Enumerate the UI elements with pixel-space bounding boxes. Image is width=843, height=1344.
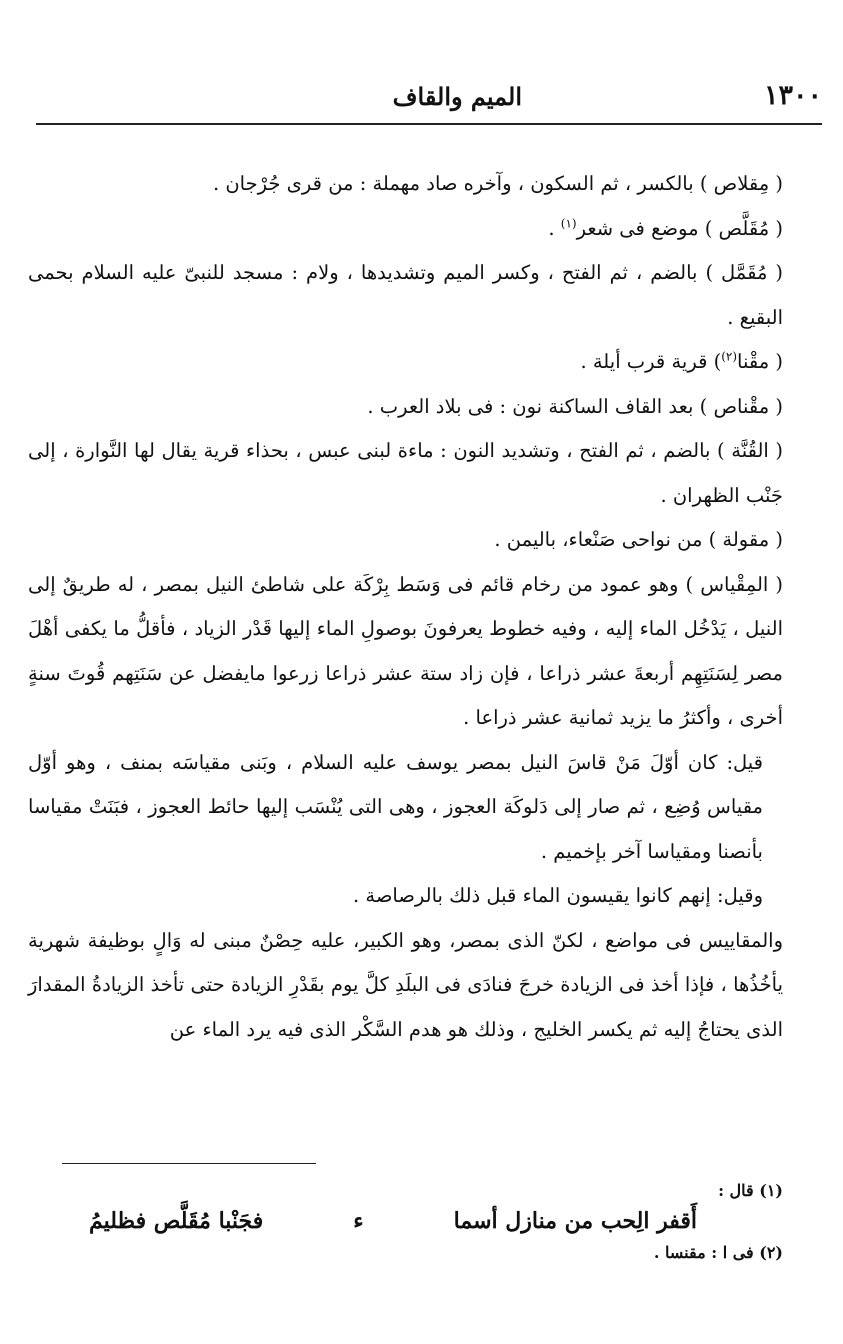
verse-first-hemistich: أَقفر الِحب من منازل أسما [453,1208,698,1234]
footnote-1-label: (١) قال : [718,1181,783,1200]
body-text [28,162,783,1052]
header-rule [36,123,822,125]
footnotes [43,1178,783,1266]
entry-miqlas: ( مِقلاص ) بالكسر ، ثم السكون ، وآخره صاد مهملة : من قرى جُرْجان . [212,172,783,195]
entry-al-miqyas: ( المِقْياس ) وهو عمود من رخام قائم فى وَسَط بِرْكَة على شاطئ النيل بمصر ، له طريقٌ إلى النيل ، يَدْخُل الماء إليه ، وفيه خطوط يعرفونَ بوصولِ الماء إليها قَدْر الزياد ، فأقلُّ ما يكفى أهْلَ مصر لِسَنَتِهِم أربعةَ عشر ذراعا ، فإن زاد ستة عشر ذراعا زرعوا مايفضل عن سَنَتِهم قُوتَ سنةٍ أخرى ، وأكثرُ ما يزيد ثمانية عشر ذراعا . [28,572,783,729]
page-number: ١٣٠٠ [763,80,822,111]
verse-second-hemistich: فجَنْبا مُقَلَّص فظليمُ [88,1208,264,1234]
entry-al-qunna: ( القُنَّة ) بالضم ، ثم الفتح ، وتشديد النون : ماءة لبنى عبس ، بحذاء قرية يقال لها النَّوارة ، إلى جَنْب الظهران . [28,439,783,507]
footnote-rule [62,1163,316,1164]
entry-muqammal: ( مُقَمَّل ) بالضم ، ثم الفتح ، وكسر الميم وتشديدها ، ولام : مسجد للنبىّ عليه السلام بحمى البقيع . [28,261,783,329]
paragraph-qila-2: وقيل: إنهم كانوا يقيسون الماء قبل ذلك بالرصاصة . [352,884,763,907]
running-title: الميم والقاف [392,82,522,111]
entry-maqula: ( مقولة ) من نواحى صَنْعاء، باليمن . [494,528,783,551]
footnote-marker-1: (١) [560,216,577,230]
verse-separator: ء [353,1208,364,1234]
paragraph-maqayis: والمقاييس فى مواضع ، لكنّ الذى بمصر، وهو الكبير، عليه حِصْنٌ مبنى له وَالٍ بوظيفة شهرية يأخُذُها ، فإذا أخذ فى الزيادة خرجَ فنادَى فى البلَدِ كلَّ يوم بقَدْرِ الزيادة حتى تأخذ الزيادةُ المقدارَ الذى يحتاجُ إليه ثم يكسر الخليج ، وذلك هو هدم السَّكْر الذى فيه يرد الماء عن [28,928,783,1041]
footnote-1-verse [43,1208,783,1234]
entry-muqallas: ( مُقَلَّص ) موضع فى شعر$^{(١)}$ . [548,216,783,240]
footnote-2: (٢) فى ا : مقنسا . [653,1243,783,1262]
entry-miqna: ( مقْنا$^{(٢)}$) قرية قرب أيلة . [580,349,783,373]
paragraph-qila-1: قيل: كان أوّلَ مَنْ قاسَ النيل بمصر يوسف عليه السلام ، وبَنى مقياسَه بمنف ، وهو أوّل مقياس وُضِع ، ثم صار إلى دَلوكَة العجوز ، وهى التى يُنْسَب إليها حائط العجوز ، فبَنَتْ مقياسا بأنصنا ومقياسا آخر بإخميم . [28,750,763,863]
page-header [36,80,822,120]
footnote-marker-2: (٢) [721,349,738,364]
entry-miqnas: ( مقْناص ) بعد القاف الساكنة نون : فى بلاد العرب . [367,394,783,418]
